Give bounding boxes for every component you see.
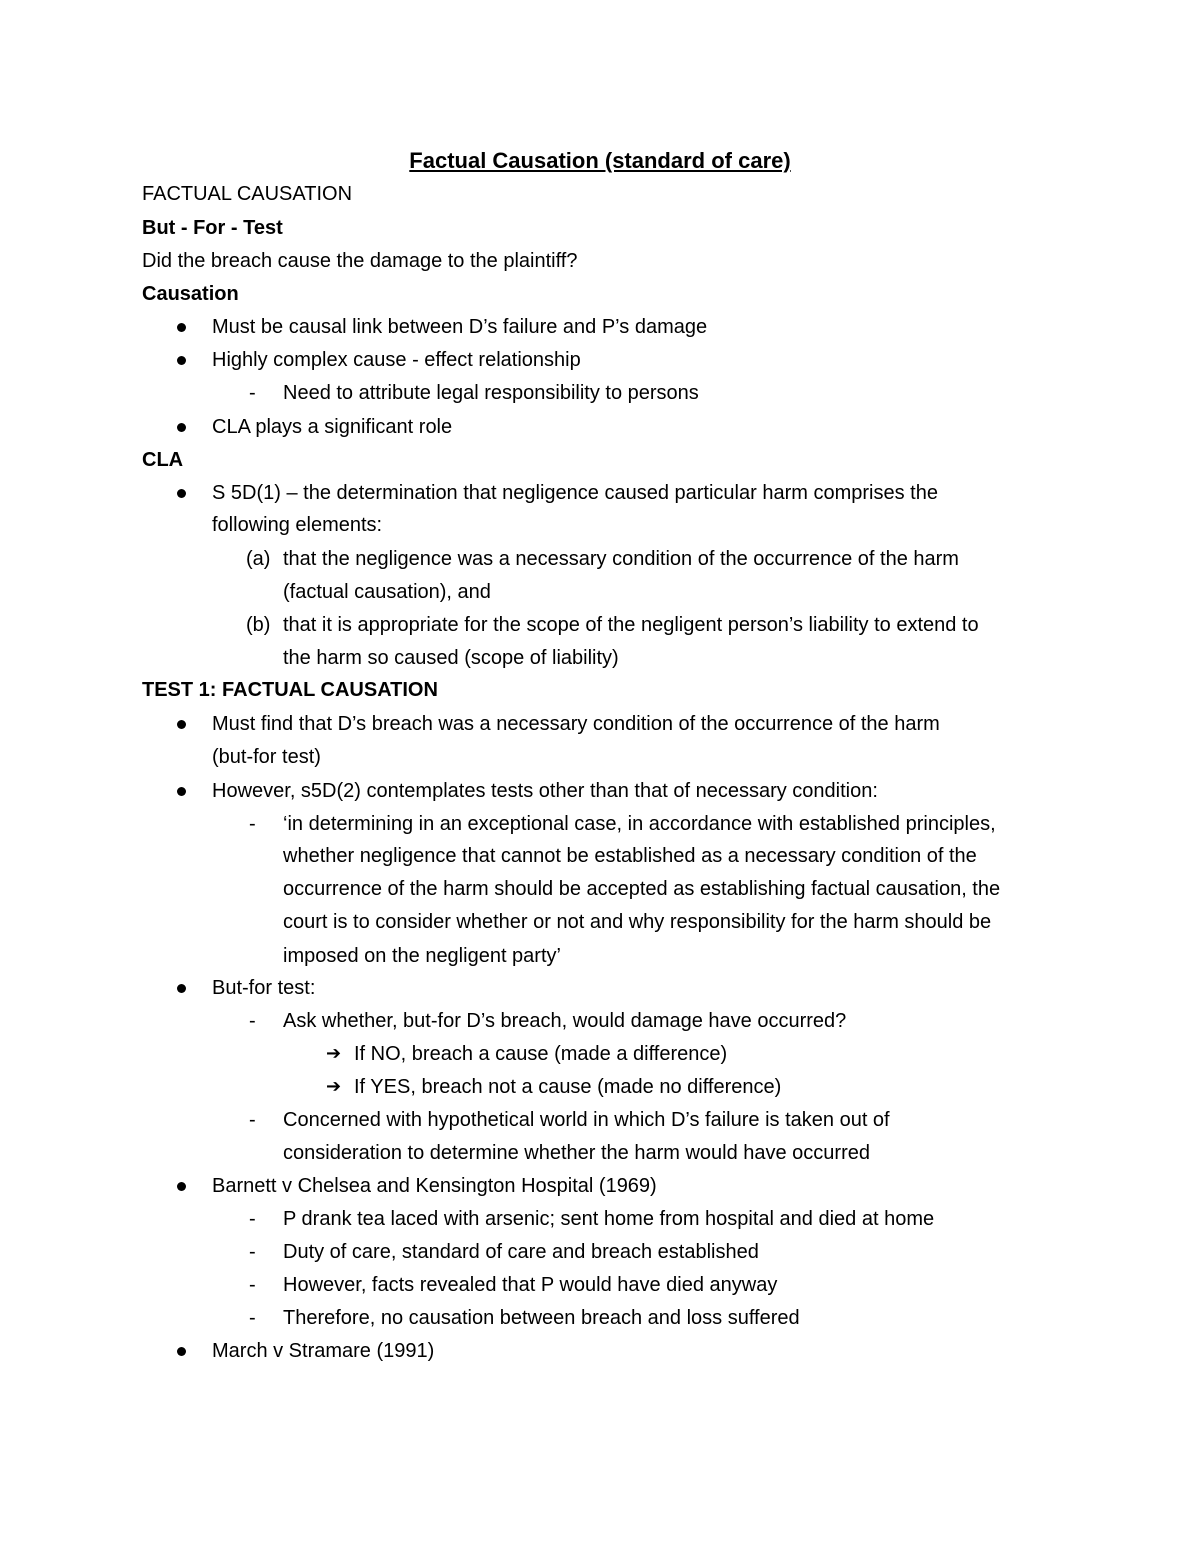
arrow-right-icon: ➔ (326, 1043, 342, 1064)
list-item: Concerned with hypothetical world in which D’s failure is taken out of (283, 1109, 890, 1131)
list-item: Ask whether, but-for D’s breach, would damage have occurred? (283, 1010, 847, 1032)
list-item: March v Stramare (1991) (212, 1340, 435, 1362)
bullet-icon (177, 720, 186, 729)
quote-line: whether negligence that cannot be established as a necessary condition of the (283, 845, 977, 867)
heading-factual-causation: FACTUAL CAUSATION (142, 183, 353, 205)
list-item: But-for test: (212, 977, 316, 999)
heading-causation: Causation (142, 283, 239, 305)
dash-marker: - (249, 813, 256, 835)
bullet-icon (177, 323, 186, 332)
list-item: that it is appropriate for the scope of the negligent person’s liability to extend to (283, 614, 979, 636)
document-title: Factual Causation (standard of care) (409, 148, 791, 173)
list-item: Therefore, no causation between breach and loss suffered (283, 1307, 800, 1329)
list-item: If NO, breach a cause (made a difference) (354, 1043, 728, 1065)
list-item: Must find that D’s breach was a necessary condition of the occurrence of the harm (212, 713, 940, 735)
list-item-continuation: (factual causation), and (283, 581, 491, 603)
quote-line: occurrence of the harm should be accepted as establishing factual causation, the (283, 878, 1001, 900)
bullet-icon (177, 489, 186, 498)
dash-marker: - (249, 1274, 256, 1296)
bullet-icon (177, 1347, 186, 1356)
list-item-continuation: consideration to determine whether the harm would have occurred (283, 1142, 870, 1164)
arrow-right-icon: ➔ (326, 1076, 342, 1097)
bullet-icon (177, 787, 186, 796)
bullet-icon (177, 423, 186, 432)
list-item: If YES, breach not a cause (made no difference) (354, 1076, 782, 1098)
quote-line: court is to consider whether or not and why responsibility for the harm should be (283, 911, 992, 933)
list-item: CLA plays a significant role (212, 416, 453, 438)
list-item: Duty of care, standard of care and breach established (283, 1241, 759, 1263)
list-item: However, s5D(2) contemplates tests other than that of necessary condition: (212, 780, 878, 802)
quote-line: imposed on the negligent party’ (283, 945, 561, 967)
list-item: However, facts revealed that P would have died anyway (283, 1274, 778, 1296)
list-item: Need to attribute legal responsibility to persons (283, 382, 699, 404)
dash-marker: - (249, 1241, 256, 1263)
dash-marker: - (249, 1109, 256, 1131)
list-item-continuation: (but-for test) (212, 746, 321, 768)
dash-marker: - (249, 1307, 256, 1329)
list-item-continuation: the harm so caused (scope of liability) (283, 647, 619, 669)
subitem-marker: (b) (246, 614, 271, 636)
dash-marker: - (249, 1010, 256, 1032)
list-item: Highly complex cause - effect relationship (212, 349, 581, 371)
list-item: Must be causal link between D’s failure and P’s damage (212, 316, 708, 338)
heading-but-for-test: But - For - Test (142, 217, 283, 239)
list-item-continuation: following elements: (212, 514, 383, 536)
list-item: Barnett v Chelsea and Kensington Hospital (1969) (212, 1175, 657, 1197)
list-item: S 5D(1) – the determination that negligence caused particular harm comprises the (212, 482, 938, 504)
question-text: Did the breach cause the damage to the plaintiff? (142, 250, 578, 272)
bullet-icon (177, 1182, 186, 1191)
heading-cla: CLA (142, 449, 184, 471)
bullet-icon (177, 984, 186, 993)
quote-line: ‘in determining in an exceptional case, in accordance with established principles, (283, 813, 996, 835)
bullet-icon (177, 356, 186, 365)
list-item: P drank tea laced with arsenic; sent home from hospital and died at home (283, 1208, 935, 1230)
list-item: that the negligence was a necessary condition of the occurrence of the harm (283, 548, 959, 570)
subitem-marker: (a) (246, 548, 271, 570)
heading-test1: TEST 1: FACTUAL CAUSATION (142, 679, 438, 701)
dash-marker: - (249, 1208, 256, 1230)
dash-marker: - (249, 382, 256, 404)
